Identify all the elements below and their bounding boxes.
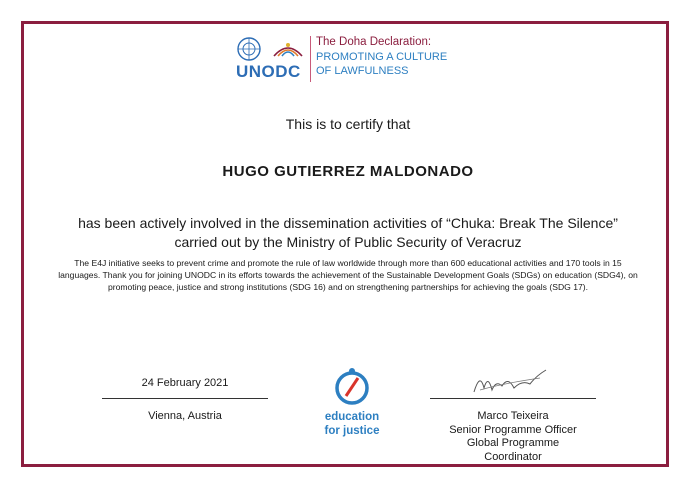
compass-figure-icon [322,366,382,410]
issue-location: Vienna, Austria [148,410,222,422]
un-emblem-icon [236,36,262,62]
signer-title-1: Senior Programme Officer [449,423,577,436]
unodc-wordmark: UNODC [236,62,301,81]
signer-block [430,410,596,464]
signer-name: Marco Teixeira [477,410,549,422]
involvement-statement [40,214,656,252]
certify-intro: This is to certify that [285,116,411,132]
initiative-description: The E4J initiative seeks to prevent crime and promote the rule of law worldwide through more than 600 educational activities and 170 tools in 15 languages. Thank you for joining UNODC in its efforts towards the achievement of the Sustainable Development Goals (SDGs) on education (SDG4), on promoting peace, justice and strong institutions (SDG 16) and on strengthening partnerships for achieving the goals (SDG 17). [58,258,638,292]
signature [470,366,550,398]
issue-date: 24 February 2021 [141,377,229,389]
header-divider [310,36,311,82]
date-line [102,398,268,399]
signer-title-3: Coordinator [484,450,542,463]
certificate-header [236,34,466,84]
signature-line [430,398,596,399]
e4j-logo-line2: for justice [324,425,380,437]
signer-title-2: Global Programme [466,437,560,449]
involvement-line-1: has been actively involved in the dissemination activities of “Chuka: Break The Silence” [78,215,618,231]
recipient-name: HUGO GUTIERREZ MALDONADO [222,163,474,180]
doha-emblem-icon [270,36,306,62]
declaration-title: The Doha Declaration: [316,36,432,48]
involvement-line-2: carried out by the Ministry of Public Security of Veracruz [174,234,522,250]
declaration-subtitle-line2: OF LAWFULNESS [316,65,409,77]
declaration-subtitle-line1: PROMOTING A CULTURE [316,51,448,63]
e4j-logo-line1: education [324,411,380,423]
